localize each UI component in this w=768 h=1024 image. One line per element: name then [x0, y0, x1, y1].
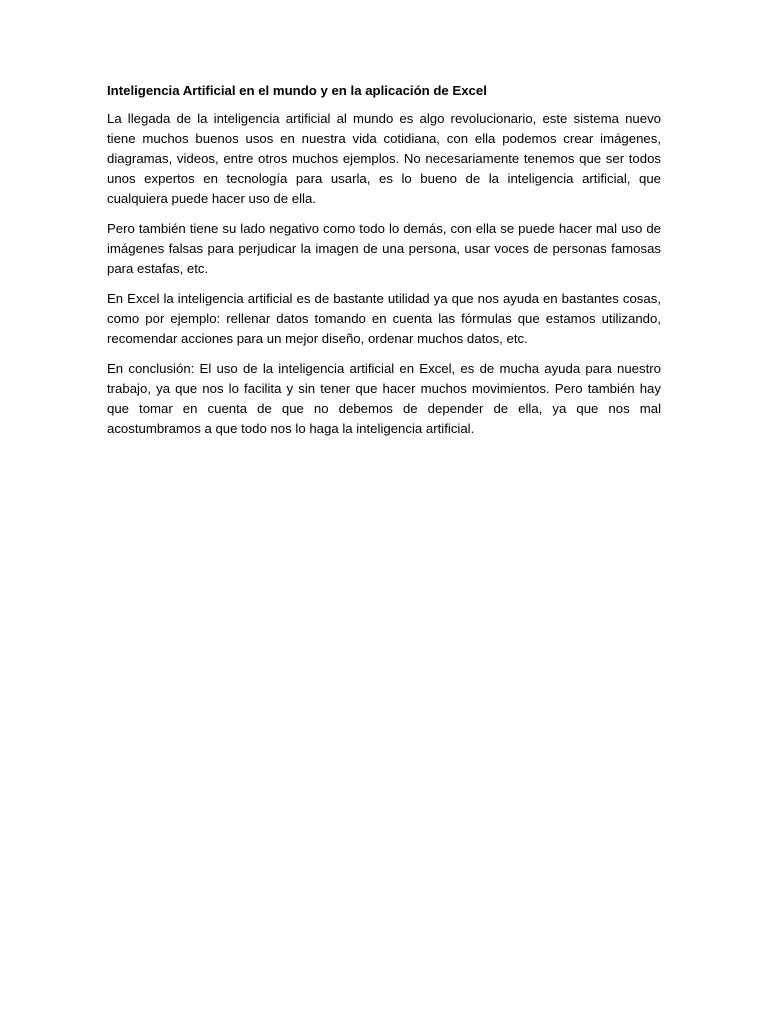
- document-title: Inteligencia Artificial en el mundo y en la aplicación de Excel: [107, 83, 487, 98]
- paragraph-negative-side: Pero también tiene su lado negativo como todo lo demás, con ella se puede hacer mal uso de imágenes falsas para perjudicar la imagen de una persona, usar voces de personas famosas para estafas, etc.: [107, 221, 661, 276]
- paragraph-excel-usage: En Excel la inteligencia artificial es de bastante utilidad ya que nos ayuda en bastantes cosas, como por ejemplo: rellenar datos tomando en cuenta las fórmulas que estamos utilizando, recomendar acciones para un mejor diseño, ordenar muchos datos, etc.: [107, 291, 661, 346]
- paragraph-intro: La llegada de la inteligencia artificial al mundo es algo revolucionario, este sistema nuevo tiene muchos buenos usos en nuestra vida cotidiana, con ella podemos crear imágenes, diagramas, videos, entre otros muchos ejemplos. No necesariamente tenemos que ser todos unos expertos en tecnología para usarla, es lo bueno de la inteligencia artificial, que cualquiera puede hacer uso de ella.: [107, 111, 661, 206]
- paragraph-conclusion: En conclusión: El uso de la inteligencia artificial en Excel, es de mucha ayuda para nuestro trabajo, ya que nos lo facilita y sin tener que hacer muchos movimientos. Pero también hay que tomar en cuenta de que no debemos de depender de ella, ya que nos mal acostumbramos a que todo nos lo haga la inteligencia artificial.: [107, 361, 661, 436]
